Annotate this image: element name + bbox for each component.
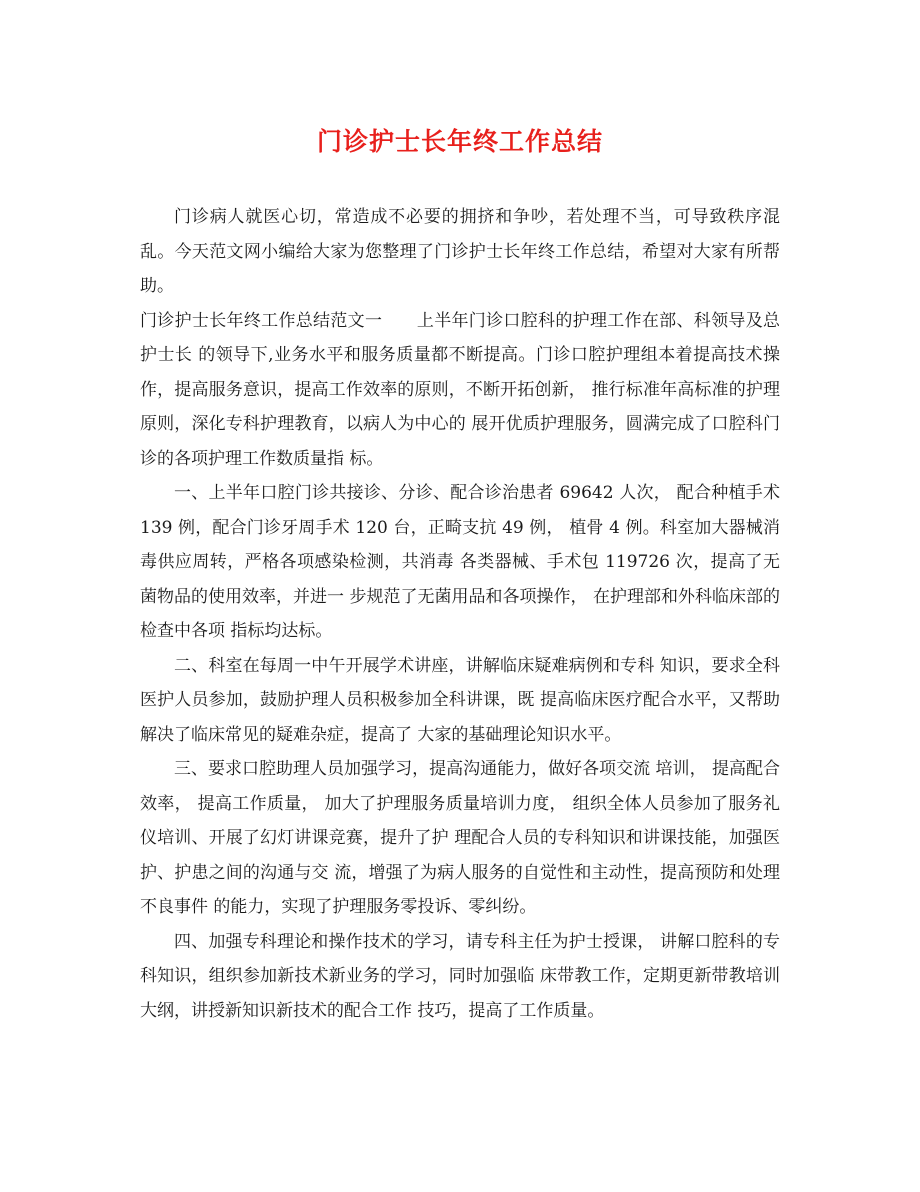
section-paragraph-4: 四、加强专科理论和操作技术的学习，请专科主任为护士授课， 讲解口腔科的专科知识，组织参加新技术新业务的学习，同时加强临 床带教工作，定期更新带教培训大纲，讲授新知识新技术的配合工作 技巧，提高了工作质量。 [140, 931, 780, 1021]
intro-paragraph: 门诊病人就医心切，常造成不必要的拥挤和争吵，若处理不当，可导致秩序混乱。今天范文网小编给大家为您整理了门诊护士长年终工作总结，希望对大家有所帮助。 [140, 207, 780, 296]
document-title: 门诊护士长年终工作总结 [316, 127, 603, 156]
section-paragraph-2: 二、科室在每周一中午开展学术讲座，讲解临床疑难病例和专科 知识，要求全科医护人员参加，鼓励护理人员积极参加全科讲课，既 提高临床医疗配合水平，又帮助解决了临床常见的疑难杂症，提高了 大家的基础理论知识水平。 [140, 655, 780, 745]
section-paragraph-1: 一、上半年口腔门诊共接诊、分诊、配合诊治患者 69642 人次， 配合种植手术 139 例，配合门诊牙周手术 120 台，正畸支抗 49 例， 植骨 4 例。科室加大器械消毒供应周转，严格各项感染检测，共消毒 各类器械、手术包 119726 次，提高了无菌物品的使用效率，并进一 步规范了无菌用品和各项操作， 在护理部和外科临床部的检查中各项 指标均达标。 [140, 483, 780, 641]
document-body [140, 200, 780, 1028]
section-paragraph-3: 三、要求口腔助理人员加强学习，提高沟通能力，做好各项交流 培训， 提高配合效率， 提高工作质量， 加大了护理服务质量培训力度， 组织全体人员参加了服务礼仪培训、开展了幻灯讲课竞赛，提升了护 理配合人员的专科知识和讲课技能，加强医护、护患之间的沟通与交 流，增强了为病人服务的自觉性和主动性，提高预防和处理不良事件 的能力，实现了护理服务零投诉、零纠纷。 [140, 759, 780, 917]
section-paragraph-sample-one: 门诊护士长年终工作总结范文一 上半年门诊口腔科的护理工作在部、科领导及总护士长 的领导下,业务水平和服务质量都不断提高。门诊口腔护理组本着提高技术操作，提高服务意识，提高工作效率的原则，不断开拓创新， 推行标准年高标准的护理原则，深化专科护理教育，以病人为中心的 展开优质护理服务，圆满完成了口腔科门诊的各项护理工作数质量指 标。 [140, 310, 780, 469]
